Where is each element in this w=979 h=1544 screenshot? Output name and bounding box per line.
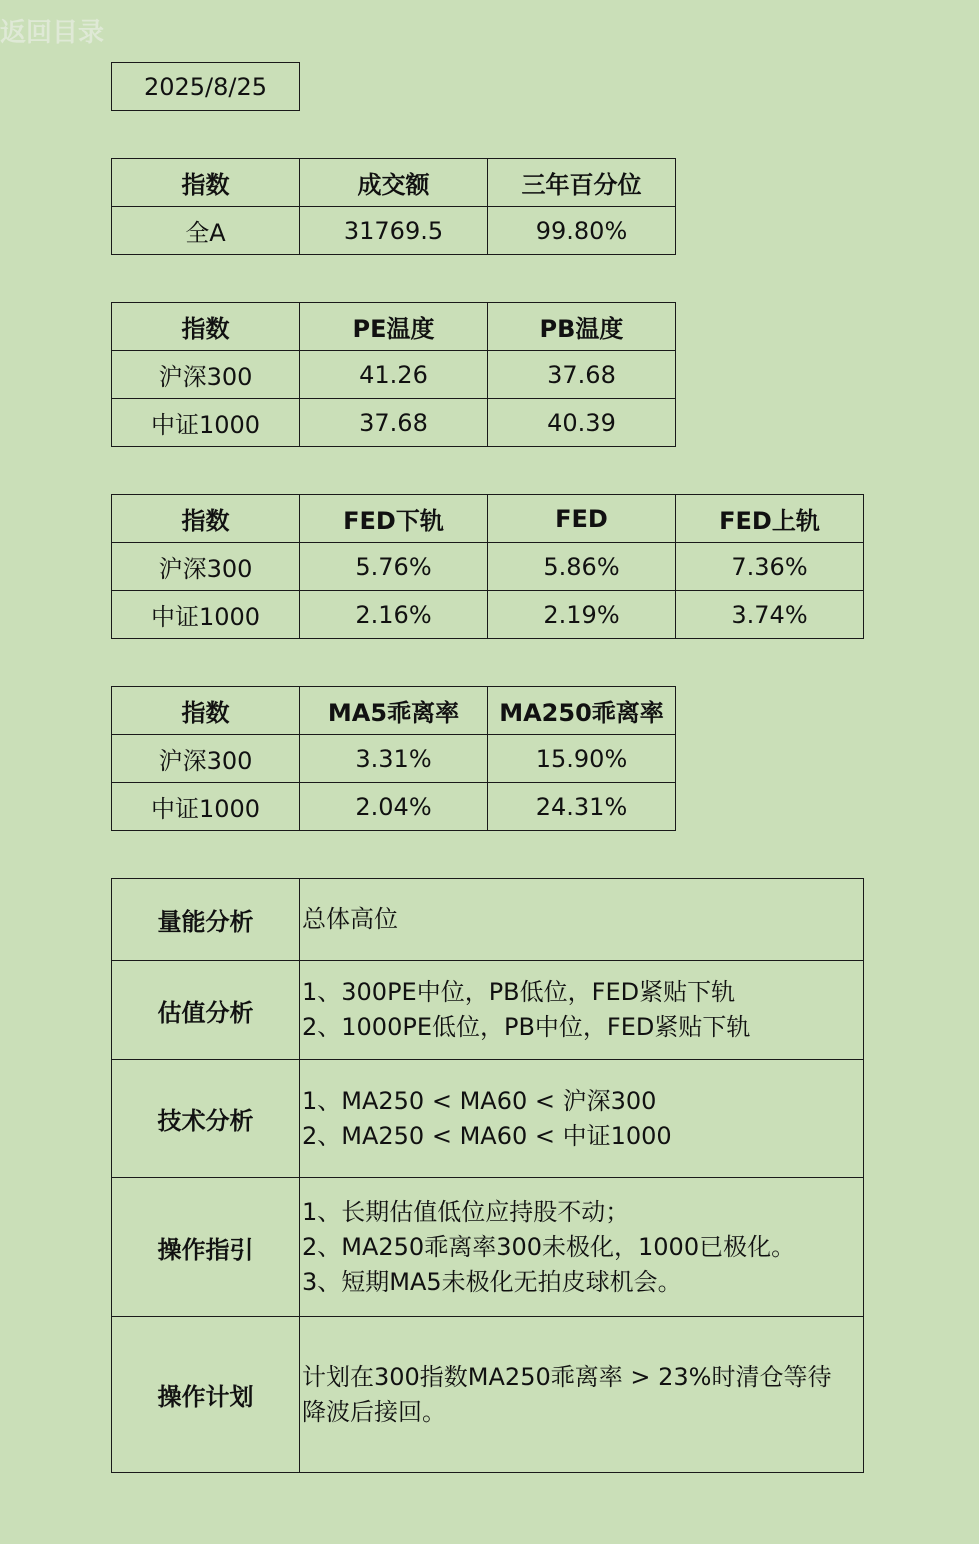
analysis-line: 3、短期MA5未极化无拍皮球机会。 [302, 1267, 682, 1296]
header-cell: 指数 [112, 303, 300, 351]
table-cell: 全A [112, 207, 300, 255]
table-cell: 中证1000 [112, 399, 300, 447]
header-cell: MA5乖离率 [300, 687, 488, 735]
table-cell: 中证1000 [112, 591, 300, 639]
header-cell: 三年百分位 [488, 159, 676, 207]
table-cell: 中证1000 [112, 783, 300, 831]
analysis-line: 1、长期估值低位应持股不动； [302, 1197, 630, 1226]
table-cell: 沪深300 [112, 735, 300, 783]
date-box [111, 62, 300, 111]
table-cell: 31769.5 [300, 207, 488, 255]
analysis-line: 2、MA250 < MA60 < 中证1000 [302, 1121, 672, 1150]
header-cell: FED [488, 495, 676, 543]
table-row [112, 591, 864, 639]
analysis-label: 操作计划 [112, 1317, 300, 1473]
table-row [112, 399, 676, 447]
analysis-content [300, 879, 864, 961]
report-date: 2025/8/25 [112, 63, 300, 111]
analysis-label: 技术分析 [112, 1060, 300, 1178]
table-row [112, 351, 676, 399]
table-header-row [112, 159, 676, 207]
table-cell: 15.90% [488, 735, 676, 783]
analysis-label: 操作指引 [112, 1178, 300, 1317]
table-cell: 37.68 [488, 351, 676, 399]
table-cell: 2.16% [300, 591, 488, 639]
analysis-label: 估值分析 [112, 961, 300, 1060]
table-row [112, 207, 676, 255]
ma-deviation-table [111, 686, 676, 831]
table-cell: 5.76% [300, 543, 488, 591]
table-cell: 3.31% [300, 735, 488, 783]
table-cell: 沪深300 [112, 543, 300, 591]
table-cell: 41.26 [300, 351, 488, 399]
analysis-content [300, 1317, 864, 1473]
table-cell: 3.74% [676, 591, 864, 639]
table-header-row [112, 303, 676, 351]
table-cell: 沪深300 [112, 351, 300, 399]
table-header-row [112, 495, 864, 543]
table-row [112, 543, 864, 591]
table-cell: 99.80% [488, 207, 676, 255]
analysis-content [300, 1178, 864, 1317]
table-cell: 5.86% [488, 543, 676, 591]
table-header-row [112, 687, 676, 735]
analysis-table [111, 878, 864, 1473]
analysis-line: 1、MA250 < MA60 < 沪深300 [302, 1086, 657, 1115]
analysis-content [300, 961, 864, 1060]
table-cell: 24.31% [488, 783, 676, 831]
analysis-row-technical [112, 1060, 864, 1178]
turnover-table [111, 158, 676, 255]
header-cell: FED下轨 [300, 495, 488, 543]
header-cell: PE温度 [300, 303, 488, 351]
header-cell: 成交额 [300, 159, 488, 207]
table-cell: 40.39 [488, 399, 676, 447]
analysis-label: 量能分析 [112, 879, 300, 961]
header-cell: PB温度 [488, 303, 676, 351]
header-cell: 指数 [112, 687, 300, 735]
analysis-row-plan [112, 1317, 864, 1473]
table-cell: 2.19% [488, 591, 676, 639]
table-cell: 37.68 [300, 399, 488, 447]
analysis-row-valuation [112, 961, 864, 1060]
analysis-line: 2、1000PE低位，PB中位，FED紧贴下轨 [302, 1013, 751, 1041]
analysis-line: 总体高位 [302, 905, 398, 933]
analysis-line: 1、300PE中位，PB低位，FED紧贴下轨 [302, 978, 736, 1006]
analysis-row-volume [112, 879, 864, 961]
analysis-line: 2、MA250乖离率300未极化，1000已极化。 [302, 1232, 796, 1261]
header-cell: 指数 [112, 495, 300, 543]
table-row [112, 735, 676, 783]
table-cell: 2.04% [300, 783, 488, 831]
analysis-line: 计划在300指数MA250乖离率 > 23%时清仓等待 [302, 1362, 832, 1391]
back-to-contents-link[interactable]: 返回目录 [0, 18, 105, 48]
table-row [112, 783, 676, 831]
temperature-table [111, 302, 676, 447]
header-cell: 指数 [112, 159, 300, 207]
header-cell: MA250乖离率 [488, 687, 676, 735]
table-cell: 7.36% [676, 543, 864, 591]
analysis-line: 降波后接回。 [302, 1397, 446, 1426]
header-cell: FED上轨 [676, 495, 864, 543]
analysis-row-guide [112, 1178, 864, 1317]
analysis-content [300, 1060, 864, 1178]
fed-table [111, 494, 864, 639]
